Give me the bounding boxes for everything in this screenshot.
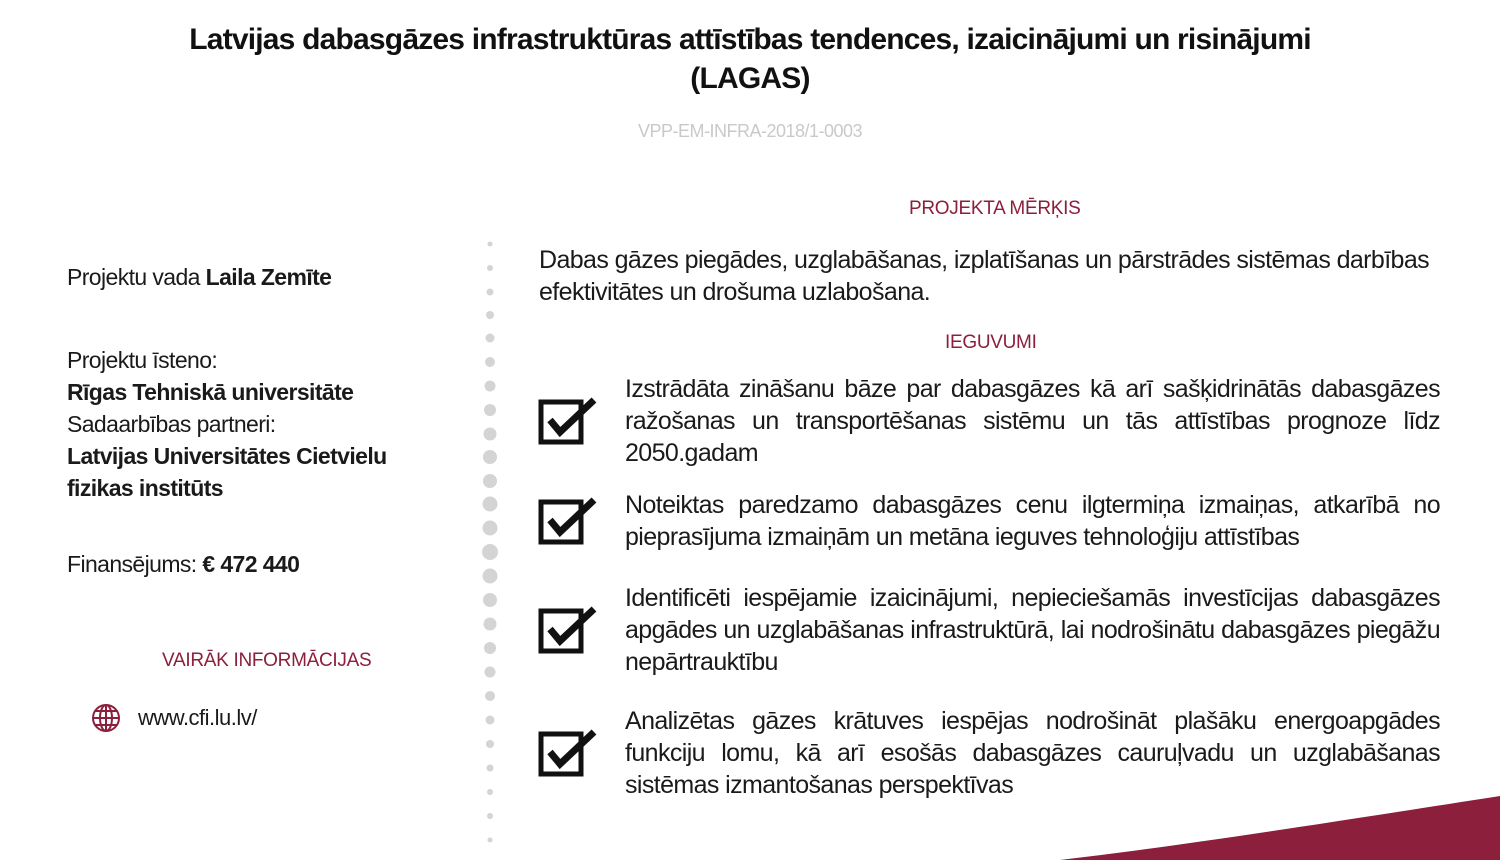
funding-value: € 472 440: [202, 551, 300, 577]
implementer-name: Rīgas Tehniskā universitāte: [67, 379, 354, 405]
funding: [67, 548, 299, 580]
decorative-accent-shape: [1060, 796, 1500, 860]
leader-label: Projektu vada: [67, 264, 206, 290]
benefit-item: [538, 373, 1440, 469]
website-url[interactable]: www.cfi.lu.lv/: [138, 705, 257, 730]
funding-label: Finansējums:: [67, 551, 203, 577]
leader-line: [67, 261, 331, 293]
globe-icon: [90, 702, 122, 734]
goal-text: Dabas gāzes piegādes, uzglabāšanas, izplatīšanas un pārstrādes sistēmas darbības efektivitātes un drošuma uzlabošana.: [539, 246, 1430, 306]
benefits-heading: IEGUVUMI: [945, 332, 1037, 353]
project-code: VPP-EM-INFRA-2018/1-0003: [637, 121, 863, 141]
implementer-label: Projektu īsteno:: [67, 347, 218, 373]
checkbox-checked-icon: [538, 728, 598, 778]
benefit-text: Analizētas gāzes krātuves iespējas nodrošināt plašāku energoapgādes funkciju lomu, kā arī esošās dabasgāzes cauruļvadu un uzglabāšanas sistēmas izmantošanas perspektīvas: [625, 707, 1440, 799]
benefit-item: [538, 705, 1440, 801]
benefit-text: Identificēti iespējamie izaicinājumi, nepieciešamās investīcijas dabasgāzes apgādes un uzglabāšanas infrastruktūrā, lai nodrošinātu dabasgāzes piegāžu nepārtrauktību: [625, 584, 1440, 676]
checkbox-checked-icon: [538, 396, 598, 446]
title-line-1: Latvijas dabasgāzes infrastruktūras attīstības tendences, izaicinājumi un risinājumi: [189, 23, 1311, 56]
benefit-text: Izstrādāta zināšanu bāze par dabasgāzes kā arī sašķidrinātās dabasgāzes ražošanas un transportēšanas sistēmu un tās attīstības prognoze līdz 2050.gadam: [625, 375, 1440, 467]
benefit-item: [538, 489, 1440, 553]
benefit-text: Noteiktas paredzamo dabasgāzes cenu ilgtermiņa izmaiņas, atkarībā no pieprasījuma izmaiņām un metāna ieguves tehnoloģiju attīstības: [625, 491, 1440, 551]
dotted-divider: [480, 238, 500, 860]
project-partners: [67, 344, 387, 504]
project-leader: [67, 261, 331, 293]
website-link[interactable]: [90, 702, 257, 734]
goal-heading: PROJEKTA MĒRĶIS: [909, 198, 1081, 219]
partners-label: Sadaarbības partneri:: [67, 411, 276, 437]
checkbox-checked-icon: [538, 496, 598, 546]
page-title: [0, 20, 1500, 98]
benefit-item: [538, 582, 1440, 678]
leader-name: Laila Zemīte: [205, 264, 332, 290]
more-info-heading: VAIRĀK INFORMĀCIJAS: [162, 650, 372, 671]
funding-line: [67, 548, 299, 580]
title-line-2: (LAGAS): [690, 62, 810, 95]
checkbox-checked-icon: [538, 605, 598, 655]
partner-name-line-2: fizikas institūts: [67, 475, 223, 501]
partner-name-line-1: Latvijas Universitātes Cietvielu: [67, 443, 387, 469]
